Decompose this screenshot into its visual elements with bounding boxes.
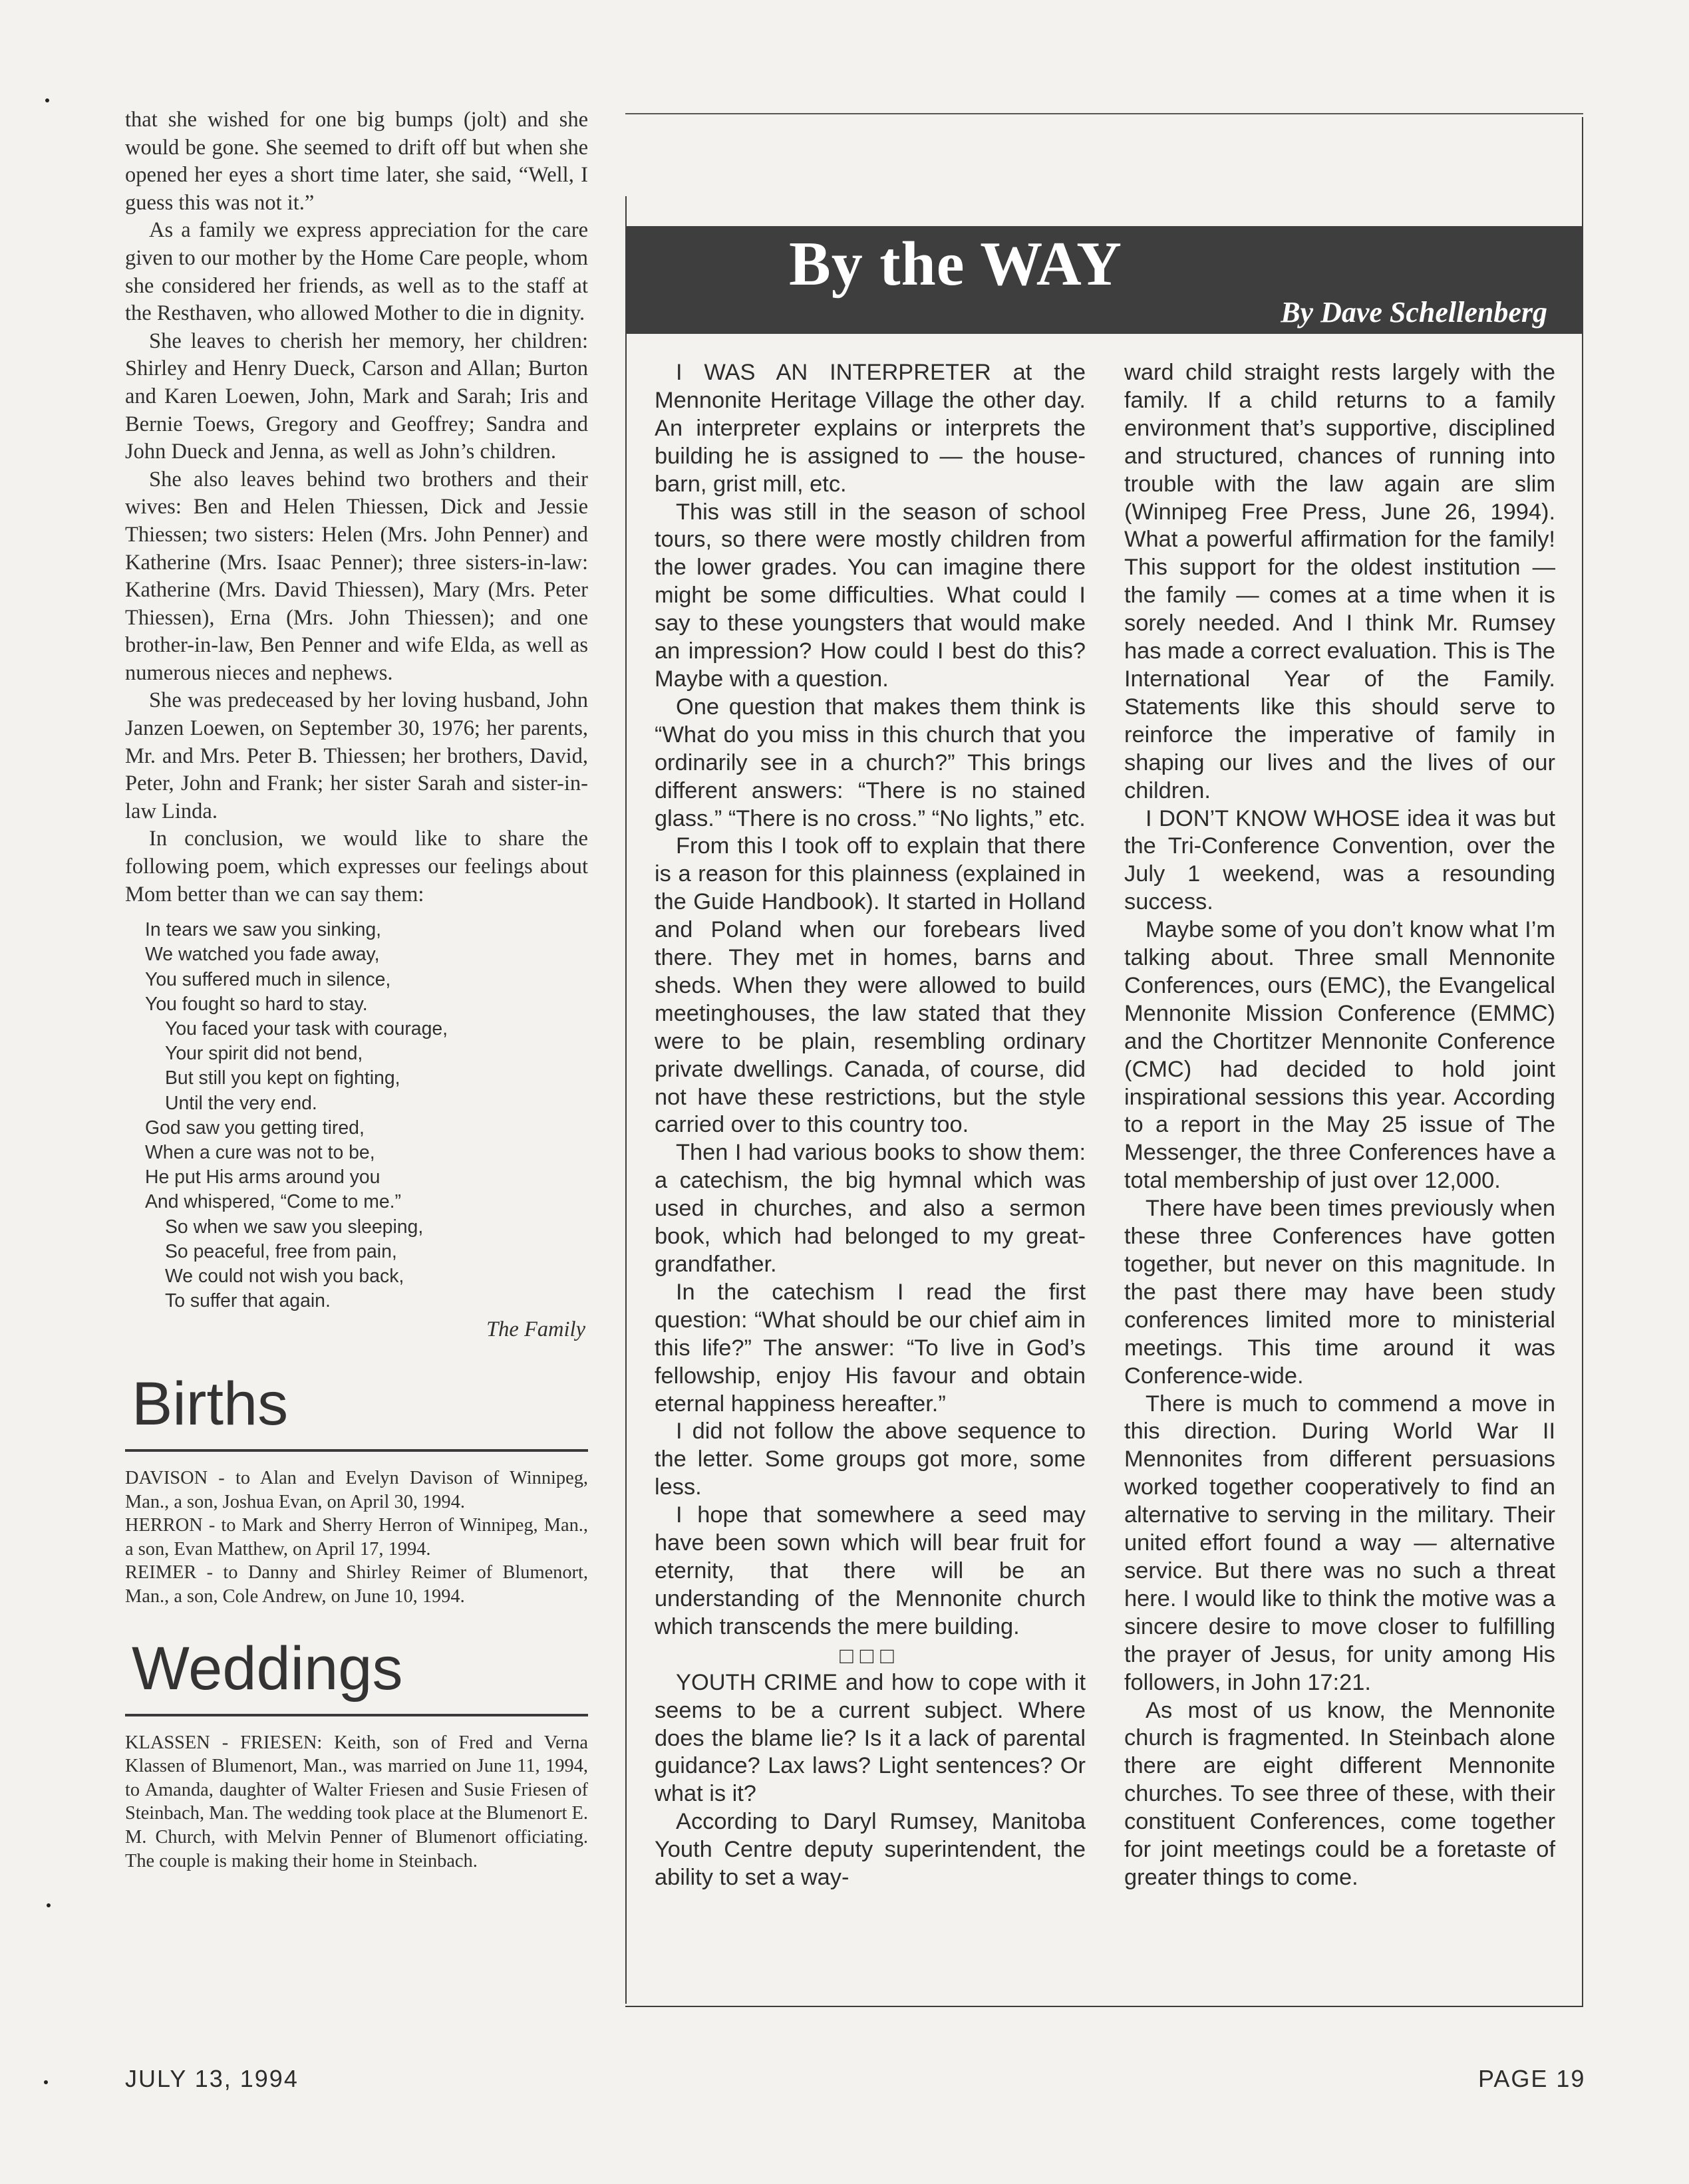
article-paragraph: One question that makes them think is “What do you miss in this church that you ordinarily see in a church?” This brings different answers: “There is no stained glass.” “There is no cross.” “No lights,” etc. (655, 694, 1086, 831)
article-paragraph: I hope that somewhere a seed may have been sown which will bear fruit for eternity, that there will be an understanding of the Mennonite church which transcends the mere building. (655, 1502, 1086, 1639)
birth-notice: DAVISON - to Alan and Evelyn Davison of Winnipeg, Man., a son, Joshua Evan, on April 30, 1994. (125, 1468, 588, 1512)
footer-date: JULY 13, 1994 (125, 2065, 299, 2092)
poem-line: In tears we saw you sinking, (145, 919, 382, 941)
poem-line: So peaceful, free from pain, (165, 1240, 397, 1262)
poem-line: Your spirit did not bend, (165, 1043, 363, 1065)
article-paragraph: I DON’T KNOW WHOSE idea it was but the Tri-Conference Convention, over the July 1 weekend, was a resounding success. (1124, 805, 1555, 915)
footer-page-number: PAGE 19 (1478, 2065, 1586, 2092)
poem-line: Until the very end. (165, 1092, 317, 1114)
column-header-banner (625, 226, 1583, 334)
weddings-rule (125, 1714, 588, 1716)
article-paragraph: There have been times previously when these three Conferences have gotten together, but never on this magnitude. In the past there may have been study conferences limited more to ministerial meetings. This time around it was Conference-wide. (1124, 1196, 1555, 1389)
obituary-paragraph: She was predeceased by her loving husband, John Janzen Loewen, on September 30, 1976; her parents, Mr. and Mrs. Peter B. Thiessen; her brothers, David, Peter, John and Frank; her sister Sarah and sister-in-law Linda. (125, 688, 588, 823)
weddings-heading: Weddings (132, 1634, 403, 1703)
poem-line: You faced your task with courage, (165, 1018, 448, 1040)
poem-line: God saw you getting tired, (145, 1117, 365, 1139)
obituary-paragraph: She leaves to cherish her memory, her children: Shirley and Henry Dueck, Carson and Allan; Burton and Karen Loewen, John, Mark and Sarah; Iris and Bernie Toews, Gregory and Geoffrey; Sandra and John Dueck and Jenna, as well as John’s children. (125, 329, 588, 464)
poem-line: And whispered, “Come to me.” (145, 1191, 402, 1213)
article-paragraph: YOUTH CRIME and how to cope with it seems to be a current subject. Where does the blame lie? Is it a lack of parental guidance? Lax laws? Light sentences? Or what is it? (655, 1669, 1086, 1807)
poem-line: He put His arms around you (145, 1166, 381, 1188)
section-separator: □□□ (840, 1643, 901, 1669)
birth-notice: REIMER - to Danny and Shirley Reimer of Blumenort, Man., a son, Cole Andrew, on June 10, 1994. (125, 1562, 588, 1607)
poem-line: But still you kept on fighting, (165, 1067, 400, 1089)
memorial-poem (145, 918, 588, 1313)
births-rule (125, 1449, 588, 1452)
scan-speck (45, 98, 49, 102)
article-paragraph: I WAS AN INTERPRETER at the Mennonite Heritage Village the other day. An interpreter explains or interprets the building he is assigned to — the house-barn, grist mill, etc. (655, 360, 1086, 497)
article-paragraph: I did not follow the above sequence to the letter. Some groups got more, some less. (655, 1419, 1086, 1500)
article-paragraph: Maybe some of you don’t know what I’m talking about. Three small Mennonite Conferences, ours (EMC), the Evangelical Mennonite Mission Conference (EMMC) and the Chortitzer Mennonite Conference (CMC) had decided to hold joint inspirational sessions this year. According to a report in the May 25 issue of The Messenger, the three Conferences have a total membership of just over 12,000. (1124, 917, 1555, 1194)
article-column-2 (1124, 359, 1555, 1892)
article-paragraph: According to Daryl Rumsey, Manitoba Youth Centre deputy superintendent, the ability to set a way- (655, 1809, 1086, 1891)
article-paragraph: This was still in the season of school tours, so there were mostly children from the lower grades. You can imagine there might be some difficulties. What could I say to these youngsters that would make an impression? How could I best do this? Maybe with a question. (655, 499, 1086, 692)
article-paragraph: From this I took off to explain that there is a reason for this plainness (explained in the Guide Handbook). It started in Holland and Poland when our forebears lived there. They met in homes, barns and sheds. When they were allowed to build meetinghouses, the law stated that they were to be plain, resembling ordinary private dwellings. Canada, of course, did not have these restrictions, but the style carried over to this country too. (655, 833, 1086, 1138)
column-title: By the WAY (789, 229, 1123, 299)
article-paragraph: Then I had various books to show them: a catechism, the big hymnal which was used in churches, and also a sermon book, which had belonged to my great-grandfather. (655, 1140, 1086, 1277)
article-paragraph: In the catechism I read the first question: “What should be our chief aim in this life?” The answer: “To live in God’s fellowship, enjoy His favour and obtain eternal happiness hereafter.” (655, 1279, 1086, 1417)
poem-line: You fought so hard to stay. (145, 993, 368, 1015)
scan-speck (44, 2080, 48, 2084)
birth-notice: HERRON - to Mark and Sherry Herron of Winnipeg, Man., a son, Evan Matthew, on April 17, 1994. (125, 1515, 588, 1560)
scan-speck (47, 1903, 51, 1907)
poem-line: We could not wish you back, (165, 1266, 404, 1288)
obituary-signature: The Family (486, 1317, 585, 1342)
poem-line: When a cure was not to be, (145, 1142, 375, 1164)
poem-line: To suffer that again. (165, 1290, 331, 1312)
obituary-paragraph: In conclusion, we would like to share the following poem, which expresses our feelings about Mom better than we can say them: (125, 827, 588, 906)
obituary-paragraph: She also leaves behind two brothers and their wives: Ben and Helen Thiessen, Dick and Jessie Thiessen; two sisters: Helen (Mrs. John Penner) and Katherine (Mrs. Isaac Penner); three sisters-in-law: Katherine (Mrs. David Thiessen), Mary (Mrs. Peter Thiessen), Erna (Mrs. John Thiessen); and one brother-in-law, Ben Penner and wife Elda, as well as numerous nieces and nephews. (125, 467, 588, 685)
column-byline: By Dave Schellenberg (1281, 296, 1547, 329)
article-paragraph: As most of us know, the Mennonite church is fragmented. In Steinbach alone there are eight different Mennonite churches. To see three of these, with their constituent Conferences, come together for joint meetings could be a foretaste of greater things to come. (1124, 1697, 1555, 1890)
poem-line: You suffered much in silence, (145, 968, 391, 990)
obituary-column (125, 106, 588, 1873)
obituary-paragraph: that she wished for one big bumps (jolt) and she would be gone. She seemed to drift off but when she opened her eyes a short time later, she said, “Well, I guess this was not it.” (125, 108, 588, 215)
poem-line: We watched you fade away, (145, 944, 380, 966)
births-heading: Births (132, 1370, 289, 1438)
poem-line: So when we saw you sleeping, (165, 1216, 424, 1238)
article-column-1 (655, 359, 1086, 1892)
wedding-notice: KLASSEN - FRIESEN: Keith, son of Fred and Verna Klassen of Blumenort, Man., was married on June 11, 1994, to Amanda, daughter of Walter Friesen and Susie Friesen of Steinbach, Man. The wedding took place at the Blumenort E. M. Church, with Melvin Penner of Blumenort officiating. The couple is making their home in Steinbach. (125, 1732, 588, 1871)
article-paragraph: There is much to commend a move in this direction. During World War II Mennonites from different persuasions worked together cooperatively to find an alternative to serving in the military. Their united effort found a way — alternative service. But there was no such a threat here. I would like to think the motive was a sincere desire to move closer to fulfilling the prayer of Jesus, for unity among His followers, in John 17:21. (1124, 1391, 1555, 1695)
article-paragraph: ward child straight rests largely with the family. If a child returns to a family environment that’s supportive, disciplined and structured, chances of running into trouble with the law again are slim (Winnipeg Free Press, June 26, 1994). What a powerful affirmation for the family! This support for the oldest institution — the family — comes at a time when it is sorely needed. And I think Mr. Rumsey has made a correct evaluation. This is The International Year of the Family. Statements like this should serve to reinforce the imperative of family in shaping our lives and the lives of our children. (1124, 360, 1555, 803)
article-box-top-rule (625, 113, 1583, 114)
obituary-paragraph: As a family we express appreciation for the care given to our mother by the Home Care people, whom she considered her friends, as well as to the staff at the Resthaven, who allowed Mother to die in dignity. (125, 218, 588, 326)
